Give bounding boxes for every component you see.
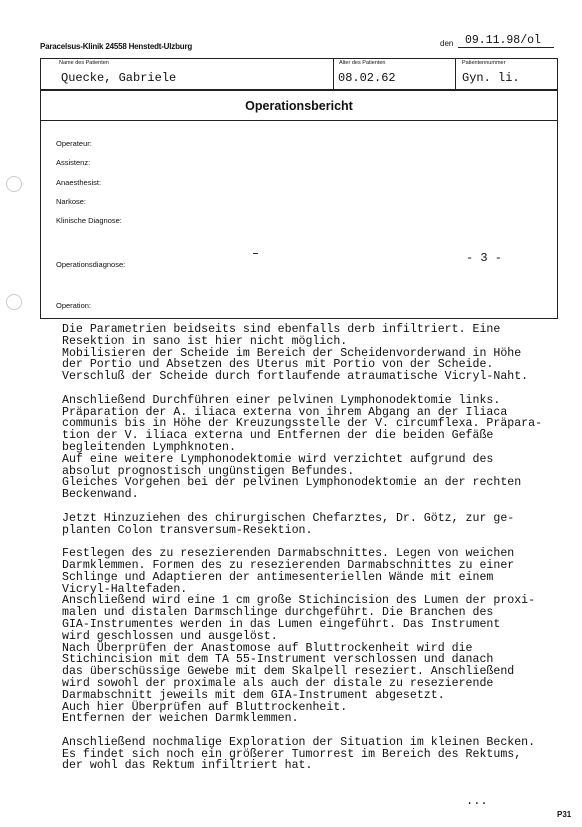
stray-mark [253,253,258,254]
punch-hole [6,176,22,192]
date-value: 09.11.98/ol [465,34,541,47]
patient-number-label: Patientennummer [462,60,506,66]
assistenz-label: Assistenz: [56,158,91,167]
patient-age-label: Alter des Patienten [339,60,386,66]
report-title-box [40,90,558,121]
punch-hole [6,294,22,310]
patient-name-label: Name des Patienten [59,60,109,66]
patient-header [40,58,558,90]
corner-mark: P31 [557,810,572,819]
clinic-name: Paracelsus-Klinik 24558 Henstedt-Ulzburg [40,42,193,51]
patient-name-cell [41,59,333,89]
report-title: Operationsbericht [245,99,353,113]
anaesthesist-label: Anaesthesist: [56,178,102,187]
page-number: - 3 - [466,251,503,265]
operateur-label: Operateur: [56,139,92,148]
patient-age-cell [333,59,456,89]
operationsdiagnose-label: Operationsdiagnose: [56,260,126,269]
patient-number-cell [455,59,558,89]
operation-label: Operation: [56,301,92,310]
report-form [40,120,558,319]
narkose-label: Narkose: [56,197,87,206]
patient-name-value: Quecke, Gabriele [61,71,177,85]
date-label: den [440,39,454,48]
report-body: Die Parametrien beidseits sind ebenfalls derb infiltriert. Eine Resektion in sano ist hier nicht möglich. Mobilisieren der Scheide im Bereich der Scheidenvorderwand in Höhe der Portio und Absetzen des Uterus mit Portio von der Scheide. Verschluß der Scheide durch fortlaufende atraumatische Vicryl-Naht. Anschließend Durchführen einer pelvinen Lymphonodektomie links. Präparation der A. iliaca externa von ihrem Abgang an der Iliaca communis bis in Höhe der Kreuzungsstelle der V. circumflexa. Präpara- tion der V. iliaca externa und Entfernen der die beiden Gefäße begleitenden Lymphknoten. Auf eine weitere Lymphonodektomie wird verzichtet aufgrund des absolut prognostisch ungünstigen Befundes. Gleiches Vorgehen bei der pelvinen Lymphonodektomie an der rechten Beckenwand. Jetzt Hinzuziehen des chirurgischen Chefarztes, Dr. Götz, zur ge- planten Colon transversum-Resektion. Festlegen des zu resezierenden Darmabschnittes. Legen von weichen Darmklemmen. Formen des zu resezierenden Darmabschnittes zu einer Schlinge und Adaptieren der antimesenteriellen Wände mit einem Vicryl-Haltefaden. Anschließend wird eine 1 cm große Stichincision des Lumen der proxi- malen und distalen Darmschlinge durchgeführt. Die Branchen des GIA-Instrumentes werden in das Lumen eingeführt. Das Instrument wird geschlossen und ausgelöst. Nach Überprüfen der Anastomose auf Bluttrockenheit wird die Stichincision mit dem TA 55-Instrument verschlossen und danach das überschüssige Gewebe mit dem Skalpell reseziert. Anschließend wird sowohl der proximale als auch der distale zu resezierende Darmabschnitt jeweils mit dem GIA-Instrument abgesetzt. Auch hier Überprüfen auf Bluttrockenheit. Entfernen der weichen Darmklemmen. Anschließend nochmalige Exploration der Situation im kleinen Becken. Es findet sich noch ein größerer Tumorrest im Bereich des Rektums, der wohl das Rektum infiltriert hat. [62,323,543,773]
continuation-mark: ... [466,794,488,808]
klinische-diagnose-label: Klinische Diagnose: [56,216,122,225]
patient-age-value: 08.02.62 [338,71,396,85]
patient-number-value: Gyn. li. [462,71,520,85]
date-underline [458,47,554,48]
